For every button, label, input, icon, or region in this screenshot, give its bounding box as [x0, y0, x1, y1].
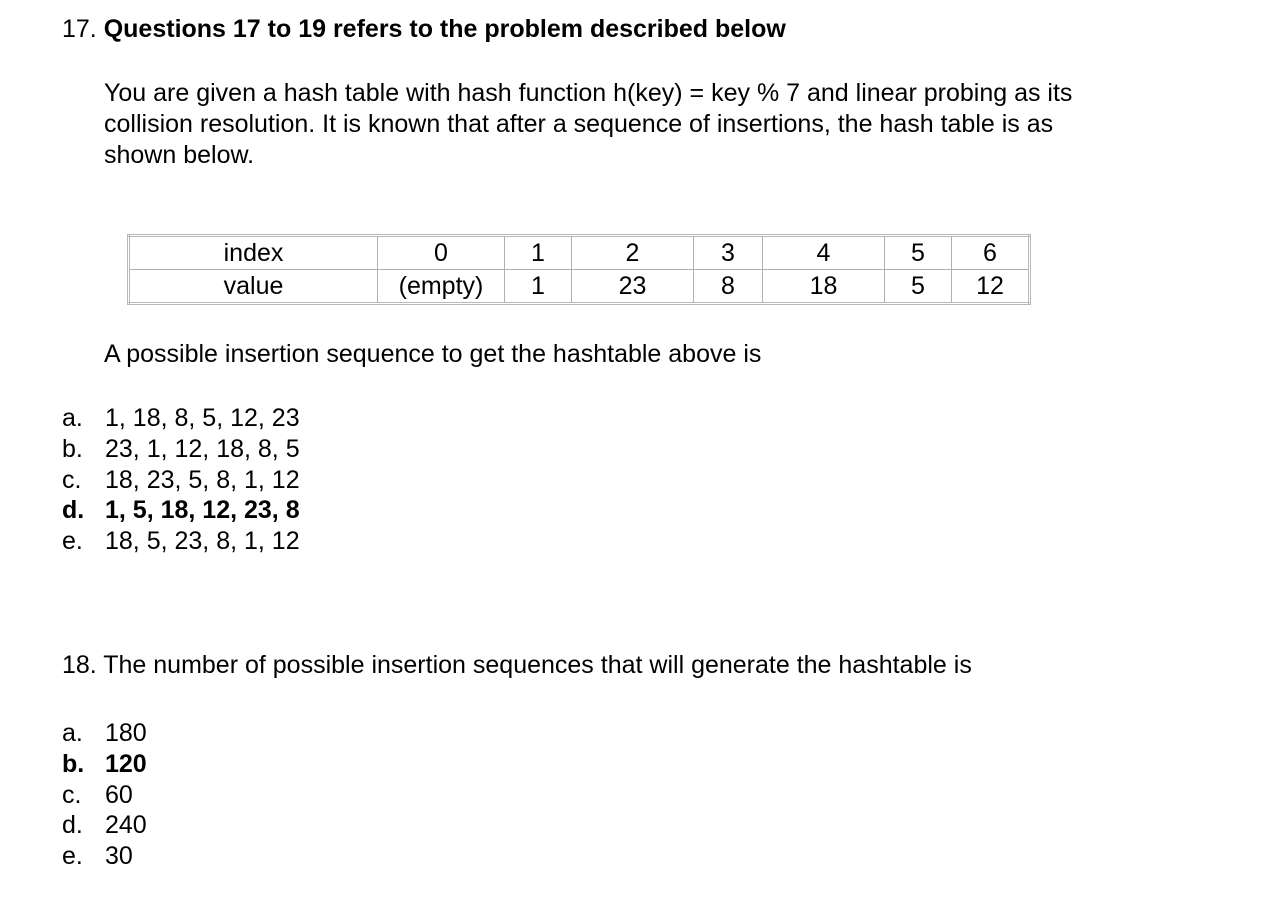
index-cell: 0 — [378, 236, 505, 270]
problem-description-line: collision resolution. It is known that after a sequence of insertions, the hash table is as — [104, 110, 1054, 138]
option-letter: b. — [62, 749, 85, 778]
answer-option-a — [62, 403, 300, 434]
problem-description — [104, 78, 1164, 171]
option-text: 60 — [105, 780, 133, 809]
problem-description-line: shown below. — [104, 141, 255, 169]
option-letter: d. — [62, 811, 83, 840]
question-17-heading — [62, 14, 786, 45]
index-cell: 4 — [763, 236, 885, 270]
question-18-heading: 18. The number of possible insertion sequences that will generate the hashtable is — [62, 651, 972, 679]
index-cell: 2 — [572, 236, 694, 270]
option-letter: c. — [62, 465, 82, 494]
value-cell: (empty) — [378, 270, 505, 304]
problem-description-line: You are given a hash table with hash function h(key) = key % 7 and linear probing as its — [104, 79, 1073, 107]
value-cell: 12 — [952, 270, 1030, 304]
option-letter: a. — [62, 404, 83, 432]
option-text: 18, 5, 23, 8, 1, 12 — [105, 527, 300, 556]
option-letter: a. — [62, 719, 83, 747]
option-text: 240 — [105, 811, 147, 840]
question-17-title: Questions 17 to 19 refers to the problem described below — [103, 15, 786, 43]
question-17-number: 17. — [62, 15, 97, 43]
option-letter: b. — [62, 434, 83, 463]
answer-option-b — [62, 434, 300, 465]
option-letter: d. — [62, 496, 85, 525]
option-letter: e. — [62, 842, 83, 871]
answer-option-c — [62, 465, 300, 496]
answer-option-a — [62, 718, 147, 749]
index-cell: 1 — [505, 236, 572, 270]
index-cell: 5 — [885, 236, 952, 270]
option-text: 18, 23, 5, 8, 1, 12 — [105, 465, 300, 494]
hash-table-value-row — [129, 270, 1030, 304]
question-18-options — [62, 718, 147, 872]
question-17-options — [62, 403, 300, 557]
option-text: 1, 5, 18, 12, 23, 8 — [105, 496, 300, 525]
answer-option-d-correct — [62, 495, 300, 526]
option-text: 120 — [105, 749, 147, 778]
option-text: 1, 18, 8, 5, 12, 23 — [105, 404, 300, 432]
answer-option-e — [62, 841, 147, 872]
hash-table — [127, 234, 1031, 305]
value-row-label: value — [129, 270, 378, 304]
option-letter: c. — [62, 780, 82, 809]
value-cell: 1 — [505, 270, 572, 304]
answer-option-c — [62, 780, 147, 811]
question-17-prompt: A possible insertion sequence to get the hashtable above is — [104, 340, 762, 368]
option-letter: e. — [62, 527, 83, 556]
answer-option-e — [62, 526, 300, 557]
value-cell: 23 — [572, 270, 694, 304]
index-cell: 6 — [952, 236, 1030, 270]
index-cell: 3 — [694, 236, 763, 270]
index-row-label: index — [129, 236, 378, 270]
option-text: 30 — [105, 842, 133, 871]
answer-option-b-correct — [62, 749, 147, 780]
value-cell: 5 — [885, 270, 952, 304]
value-cell: 8 — [694, 270, 763, 304]
option-text: 180 — [105, 719, 147, 747]
hash-table-index-row — [129, 236, 1030, 270]
answer-option-d — [62, 810, 147, 841]
value-cell: 18 — [763, 270, 885, 304]
option-text: 23, 1, 12, 18, 8, 5 — [105, 434, 300, 463]
